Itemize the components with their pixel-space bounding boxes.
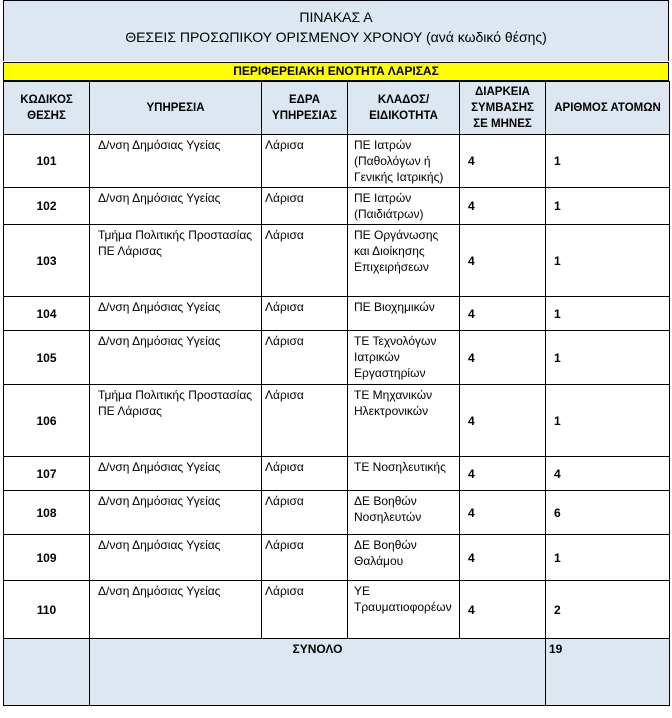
person-count: 1 (546, 188, 670, 225)
position-code: 104 (4, 297, 90, 331)
header-code: ΚΩΔΙΚΟΣ ΘΕΣΗΣ (4, 82, 90, 135)
contract-duration: 4 (460, 225, 546, 297)
specialty: ΔΕ Βοηθών Νοσηλευτών (348, 491, 460, 535)
table-row (4, 135, 670, 188)
specialty: ΤΕ Τεχνολόγων Ιατρικών Εργαστηρίων (348, 331, 460, 385)
service-seat: Λάρισα (262, 225, 348, 297)
service-seat: Λάρισα (262, 491, 348, 535)
table-row (4, 331, 670, 385)
table-row (4, 188, 670, 225)
specialty: ΥΕ Τραυματιοφορέων (348, 581, 460, 639)
service-seat: Λάρισα (262, 581, 348, 639)
service-name: Δ/νση Δημόσιας Υγείας (90, 457, 262, 491)
service-seat: Λάρισα (262, 385, 348, 457)
specialty: ΤΕ Νοσηλευτικής (348, 457, 460, 491)
total-label: ΣΥΝΟΛΟ (90, 639, 546, 706)
service-name: Δ/νση Δημόσιας Υγείας (90, 535, 262, 581)
table-row (4, 385, 670, 457)
service-name: Τμήμα Πολιτικής Προστασίας ΠΕ Λάρισας (90, 385, 262, 457)
table-title: ΠΙΝΑΚΑΣ Α (299, 9, 373, 25)
position-code: 110 (4, 581, 90, 639)
header-row (4, 82, 670, 135)
region-banner: ΠΕΡΙΦΕΡΕΙΑΚΗ ΕΝΟΤΗΤΑ ΛΑΡΙΣΑΣ (3, 62, 669, 81)
person-count: 1 (546, 535, 670, 581)
contract-duration: 4 (460, 135, 546, 188)
service-seat: Λάρισα (262, 457, 348, 491)
table-row (4, 535, 670, 581)
position-code: 105 (4, 331, 90, 385)
specialty: ΠΕ Ιατρών (Παθολόγων ή Γενικής Ιατρικής) (348, 135, 460, 188)
service-seat: Λάρισα (262, 535, 348, 581)
service-seat: Λάρισα (262, 297, 348, 331)
service-name: Δ/νση Δημόσιας Υγείας (90, 491, 262, 535)
total-spacer (4, 639, 90, 706)
position-code: 103 (4, 225, 90, 297)
person-count: 6 (546, 491, 670, 535)
position-code: 109 (4, 535, 90, 581)
position-code: 101 (4, 135, 90, 188)
contract-duration: 4 (460, 331, 546, 385)
header-duration: ΔΙΑΡΚΕΙΑ ΣΥΜΒΑΣΗΣ ΣΕ ΜΗΝΕΣ (460, 82, 546, 135)
service-name: Δ/νση Δημόσιας Υγείας (90, 188, 262, 225)
position-code: 106 (4, 385, 90, 457)
contract-duration: 4 (460, 457, 546, 491)
table-row (4, 225, 670, 297)
position-code: 108 (4, 491, 90, 535)
contract-duration: 4 (460, 535, 546, 581)
header-specialty: ΚΛΑΔΟΣ/ΕΙΔΙΚΟΤΗΤΑ (348, 82, 460, 135)
header-count: ΑΡΙΘΜΟΣ ΑΤΟΜΩΝ (546, 82, 670, 135)
person-count: 1 (546, 385, 670, 457)
contract-duration: 4 (460, 581, 546, 639)
positions-table (3, 81, 670, 706)
person-count: 1 (546, 297, 670, 331)
service-name: Δ/νση Δημόσιας Υγείας (90, 581, 262, 639)
person-count: 1 (546, 225, 670, 297)
table-row (4, 297, 670, 331)
person-count: 2 (546, 581, 670, 639)
contract-duration: 4 (460, 385, 546, 457)
contract-duration: 4 (460, 491, 546, 535)
service-name: Τμήμα Πολιτικής Προστασίας ΠΕ Λάρισας (90, 225, 262, 297)
person-count: 1 (546, 135, 670, 188)
specialty: ΤΕ Μηχανικών Ηλεκτρονικών (348, 385, 460, 457)
service-seat: Λάρισα (262, 135, 348, 188)
contract-duration: 4 (460, 188, 546, 225)
table-row (4, 491, 670, 535)
specialty: ΠΕ Βιοχημικών (348, 297, 460, 331)
table-row (4, 457, 670, 491)
person-count: 4 (546, 457, 670, 491)
specialty: ΠΕ Ιατρών (Παιδιάτρων) (348, 188, 460, 225)
specialty: ΔΕ Βοηθών Θαλάμου (348, 535, 460, 581)
person-count: 1 (546, 331, 670, 385)
table-subtitle: ΘΕΣΕΙΣ ΠΡΟΣΩΠΙΚΟΥ ΟΡΙΣΜΕΝΟΥ ΧΡΟΝΟΥ (ανά κωδικό θέσης) (125, 29, 547, 45)
specialty: ΠΕ Οργάνωσης και Διοίκησης Επιχειρήσεων (348, 225, 460, 297)
service-name: Δ/νση Δημόσιας Υγείας (90, 331, 262, 385)
header-seat: ΕΔΡΑ ΥΠΗΡΕΣΙΑΣ (262, 82, 348, 135)
header-service: ΥΠΗΡΕΣΙΑ (90, 82, 262, 135)
title-block (3, 0, 669, 61)
position-code: 102 (4, 188, 90, 225)
service-seat: Λάρισα (262, 331, 348, 385)
service-name: Δ/νση Δημόσιας Υγείας (90, 297, 262, 331)
total-row (4, 639, 670, 706)
total-value: 19 (546, 639, 670, 706)
table-row (4, 581, 670, 639)
service-seat: Λάρισα (262, 188, 348, 225)
position-code: 107 (4, 457, 90, 491)
contract-duration: 4 (460, 297, 546, 331)
service-name: Δ/νση Δημόσιας Υγείας (90, 135, 262, 188)
